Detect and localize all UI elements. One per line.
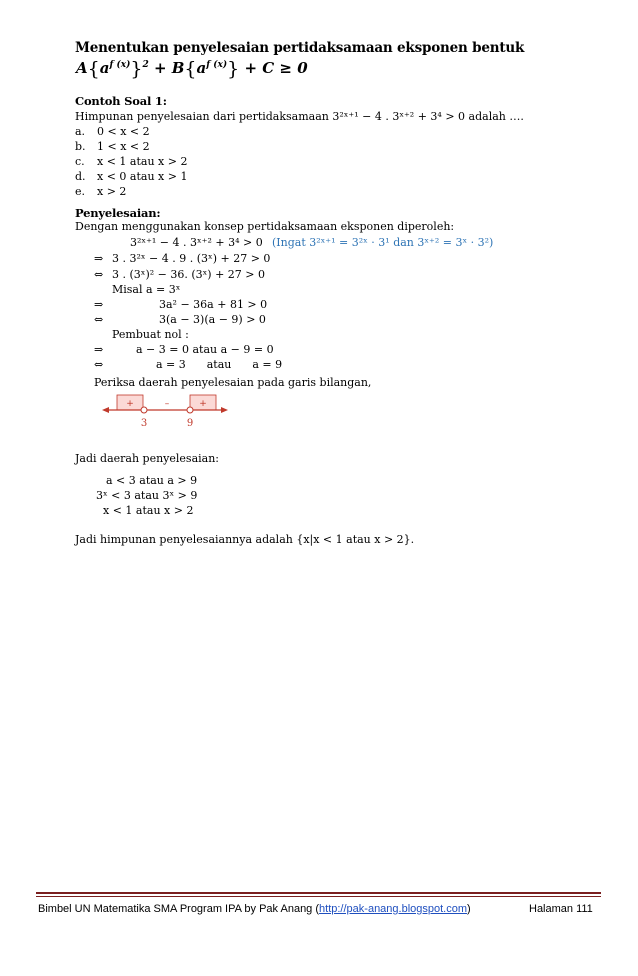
open-point-3 <box>141 407 147 413</box>
general-form-formula: $A\{a^{f (x)}\}^2 + B\{a^{f (x)}\} + C \ge 0$ <box>76 58 308 80</box>
region-line-3: x < 1 atau x > 2 <box>103 504 194 517</box>
footer-link[interactable]: http://pak-anang.blogspot.com <box>319 903 468 915</box>
step-initial: 3²ˣ⁺¹ − 4 . 3ˣ⁺² + 3⁴ > 0 <box>130 236 263 249</box>
step-2-expression: 3 . (3ˣ)² − 36. (3ˣ) + 27 > 0 <box>112 268 266 281</box>
option-b: b. 1 < x < 2 <box>75 140 150 153</box>
solution-heading: Penyelesaian: <box>75 206 161 220</box>
step-5-symbol: ⇒ <box>94 343 104 356</box>
option-d: d. x < 0 atau x > 1 <box>75 170 188 183</box>
question-text: Himpunan penyelesaian dari pertidaksamaan 3²ˣ⁺¹ − 4 . 3ˣ⁺² + 3⁴ > 0 adalah …. <box>75 110 524 123</box>
arrow-right-icon <box>221 407 228 413</box>
step-3-expression: 3a² − 36a + 81 > 0 <box>159 298 268 311</box>
exponent-note: (Ingat 3²ˣ⁺¹ = 3²ˣ · 3¹ dan 3ˣ⁺² = 3ˣ · 3²) <box>272 236 494 249</box>
section-title: Menentukan penyelesaian pertidaksamaan eksponen bentuk <box>75 40 525 56</box>
option-e: e. x > 2 <box>75 185 127 198</box>
region-line-2: 3ˣ < 3 atau 3ˣ > 9 <box>96 489 198 502</box>
step-5-expression: a − 3 = 0 atau a − 9 = 0 <box>136 343 274 356</box>
footer-rule-thin <box>36 896 601 897</box>
sign-middle: – <box>164 399 170 409</box>
check-region-text: Periksa daerah penyelesaian pada garis bilangan, <box>94 376 372 389</box>
number-line <box>100 390 230 432</box>
option-c: c. x < 1 atau x > 2 <box>75 155 188 168</box>
step-4-expression: 3(a − 3)(a − 9) > 0 <box>159 313 266 326</box>
footer-rule <box>36 892 601 894</box>
point-label-9: 9 <box>186 418 194 429</box>
step-2-symbol: ⇔ <box>94 268 104 281</box>
step-4-symbol: ⇔ <box>94 313 104 326</box>
open-point-9 <box>187 407 193 413</box>
step-6-symbol: ⇔ <box>94 358 104 371</box>
step-6-expression: a = 3 atau a = 9 <box>156 358 283 371</box>
sign-left: + <box>126 399 134 409</box>
region-line-1: a < 3 atau a > 9 <box>106 474 198 487</box>
arrow-left-icon <box>102 407 109 413</box>
step-3-symbol: ⇒ <box>94 298 104 311</box>
footer-left: Bimbel UN Matematika SMA Program IPA by Pak Anang (http://pak-anang.blogspot.com) <box>38 903 471 915</box>
step-zero-finder: Pembuat nol : <box>112 328 189 341</box>
page-number: Halaman 111 <box>529 903 593 915</box>
region-heading: Jadi daerah penyelesaian: <box>75 452 219 465</box>
solution-intro: Dengan menggunakan konsep pertidaksamaan eksponen diperoleh: <box>75 220 455 233</box>
example-heading: Contoh Soal 1: <box>75 94 167 108</box>
step-1-expression: 3 . 3²ˣ − 4 . 9 . (3ˣ) + 27 > 0 <box>112 252 271 265</box>
option-a: a. 0 < x < 2 <box>75 125 150 138</box>
step-substitution: Misal a = 3ˣ <box>112 283 181 296</box>
final-conclusion: Jadi himpunan penyelesaiannya adalah {x|x < 1 atau x > 2}. <box>75 533 415 546</box>
sign-right: + <box>199 399 207 409</box>
point-label-3: 3 <box>140 418 148 429</box>
step-1-symbol: ⇒ <box>94 252 104 265</box>
